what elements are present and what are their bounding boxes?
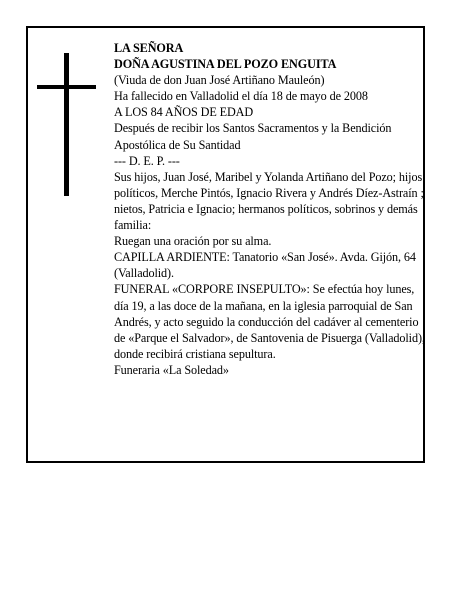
- cross-icon-horizontal-bar: [37, 85, 96, 89]
- age-line: A LOS 84 AÑOS DE EDAD: [114, 105, 254, 120]
- cross-icon-vertical-bar: [64, 53, 69, 196]
- widow-line: (Viuda de don Juan José Artiñano Mauleón): [114, 73, 325, 88]
- prayer-line: Ruegan una oración por su alma.: [114, 234, 272, 249]
- funeral-home-line: Funeraria «La Soledad»: [114, 362, 229, 377]
- obituary-text: [114, 40, 426, 378]
- chapel-paragraph: CAPILLA ARDIENTE: Tanatorio «San José». Avda. Gijón, 64 (Valladolid).: [114, 250, 416, 281]
- funeral-paragraph: FUNERAL «CORPORE INSEPULTO»: Se efectúa hoy lunes, día 19, a las doce de la mañana, en la iglesia parroquial de San Andrés, y acto seguido la conducción del cadáver al cementerio de «Parque el Salvador», de Santovenia de Pisuerga (Valladolid), donde recibirá cristiana sepultura.: [114, 282, 425, 361]
- rip-line: --- D. E. P. ---: [114, 153, 180, 168]
- family-paragraph: Sus hijos, Juan José, Maribel y Yolanda Artiñano del Pozo; hijos políticos, Merche Pintós, Ignacio Rivera y Andrés Díez-Astraín ; nietos, Patricia e Ignacio; hermanos políticos, sobrinos y demás familia:: [114, 169, 424, 233]
- sacraments-paragraph: Después de recibir los Santos Sacramentos y la Bendición Apostólica de Su Santidad: [114, 121, 392, 152]
- title-line: LA SEÑORA: [114, 41, 184, 55]
- death-line: Ha fallecido en Valladolid el día 18 de mayo de 2008: [114, 89, 368, 104]
- deceased-name: DOÑA AGUSTINA DEL POZO ENGUITA: [114, 57, 337, 72]
